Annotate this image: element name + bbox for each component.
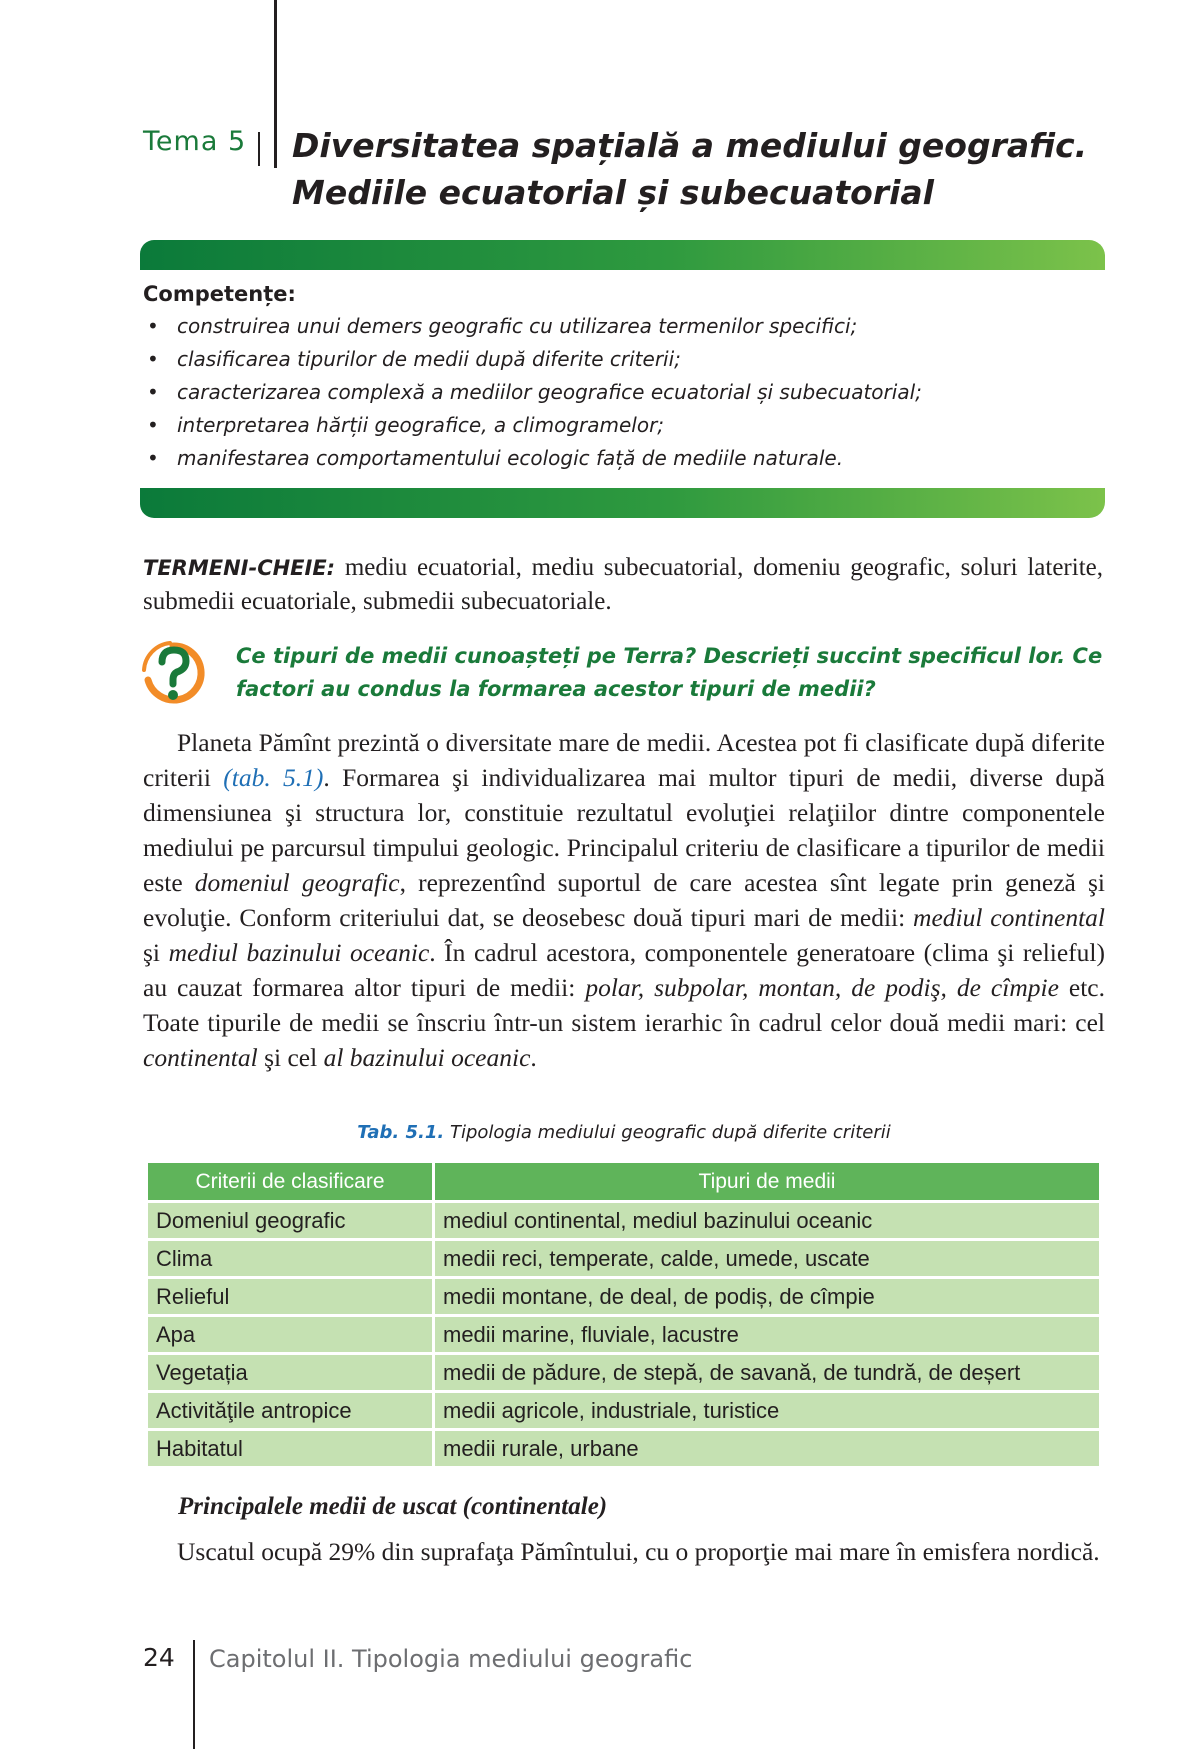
classification-table xyxy=(145,1160,1102,1469)
title-line-1: Diversitatea spațială a mediului geografic. xyxy=(292,126,1088,165)
table-cell: Relieful xyxy=(148,1279,432,1314)
competence-item: • caracterizarea complexă a mediilor geografice ecuatorial și subecuatorial; xyxy=(147,380,922,404)
table-cell: medii marine, fluviale, lacustre xyxy=(435,1317,1099,1352)
table-cell: mediul continental, mediul bazinului oceanic xyxy=(435,1203,1099,1238)
table-cell: Apa xyxy=(148,1317,432,1352)
competences-list xyxy=(143,310,1103,475)
table-row xyxy=(148,1393,1099,1428)
table-row xyxy=(148,1317,1099,1352)
key-terms-label: TERMENI-CHEIE: xyxy=(143,556,336,580)
competence-item: • interpretarea hărții geografice, a climogramelor; xyxy=(147,413,665,437)
chapter-title: Capitolul II. Tipologia mediului geografic xyxy=(209,1645,693,1673)
key-terms-text: mediu ecuatorial, mediu subecuatorial, domeniu geografic, soluri laterite, submedii ecuatoriale, submedii subecuatoriale. xyxy=(143,554,1103,615)
competence-item: • construirea unui demers geografic cu utilizarea termenilor specifici; xyxy=(147,314,858,338)
footer-vertical-rule xyxy=(193,1640,195,1749)
competences-top-band xyxy=(140,240,1105,270)
table-cell: medii agricole, industriale, turistice xyxy=(435,1393,1099,1428)
top-vertical-rule xyxy=(274,0,277,168)
question-text: Ce tipuri de medii cunoașteți pe Terra? Descrieți succint specificul lor. Ce factori au condus la formarea acestor tipuri de medii? xyxy=(236,644,1103,701)
section-heading: Principalele medii de uscat (continentale) xyxy=(178,1493,608,1520)
table-cell: Habitatul xyxy=(148,1431,432,1466)
table-header-row xyxy=(148,1163,1099,1200)
competence-item: • manifestarea comportamentului ecologic față de mediile naturale. xyxy=(147,446,844,470)
table-cell: medii montane, de deal, de podiș, de cîmpie xyxy=(435,1279,1099,1314)
table-cell: medii reci, temperate, calde, umede, uscate xyxy=(435,1241,1099,1276)
table-header-cell: Tipuri de medii xyxy=(435,1163,1099,1200)
key-terms xyxy=(143,551,1103,618)
tema-label: Tema 5 xyxy=(143,126,247,157)
tema-divider xyxy=(258,132,260,166)
table-caption: Tab. 5.1. Tipologia mediului geografic după diferite criterii xyxy=(357,1122,891,1143)
title-line-2: Mediile ecuatorial și subecuatorial xyxy=(292,173,934,212)
page-title xyxy=(292,122,1152,216)
table-cell: Vegetația xyxy=(148,1355,432,1390)
table-row xyxy=(148,1431,1099,1466)
table-cell: medii de pădure, de stepă, de savană, de tundră, de deșert xyxy=(435,1355,1099,1390)
competence-item: • clasificarea tipurilor de medii după diferite criterii; xyxy=(147,347,681,371)
table-cell: medii rurale, urbane xyxy=(435,1431,1099,1466)
table-row xyxy=(148,1355,1099,1390)
table-cell: Domeniul geografic xyxy=(148,1203,432,1238)
page-number: 24 xyxy=(143,1643,175,1672)
competences-box xyxy=(143,282,1103,475)
table-cell: Clima xyxy=(148,1241,432,1276)
table-row xyxy=(148,1241,1099,1276)
table-reference-link[interactable]: (tab. 5.1) xyxy=(223,763,324,792)
section-paragraph: Uscatul ocupă 29% din suprafaţa Pămîntului, cu o proporţie mai mare în emisfera nordică. xyxy=(177,1537,1100,1566)
table-header-cell: Criterii de clasificare xyxy=(148,1163,432,1200)
table-row xyxy=(148,1203,1099,1238)
table-row xyxy=(148,1279,1099,1314)
competences-title: Competențe: xyxy=(143,282,296,306)
competences-bottom-band xyxy=(140,488,1105,518)
table-cell: Activităţile antropice xyxy=(148,1393,432,1428)
question-mark-icon xyxy=(140,640,206,706)
main-paragraph: Planeta Pămînt prezintă o diversitate mare de medii. Acestea pot fi clasificate după diferite criterii (tab. 5.1). Formarea şi individualizarea mai multor tipuri de medii, diverse după dimensiunea şi structura lor, constituie rezultatul evoluţiei relaţiilor dintre componentele mediului pe parcursul timpului geologic. Principalul criteriu de clasificare a tipurilor de medii este domeniul geografic, reprezentînd suportul de care acestea sînt legate prin geneză şi evoluţie. Conform criteriului dat, se deosebesc două tipuri mari de medii: mediul continental şi mediul bazinului oceanic. În cadrul acestora, componentele generatoare (clima şi relieful) au cauzat formarea altor tipuri de medii: polar, subpolar, montan, de podiş, de cîmpie etc. Toate tipurile de medii se înscriu într-un sistem ierarhic în cadrul celor două medii mari: cel continental şi cel al bazinului oceanic. xyxy=(143,728,1106,1072)
